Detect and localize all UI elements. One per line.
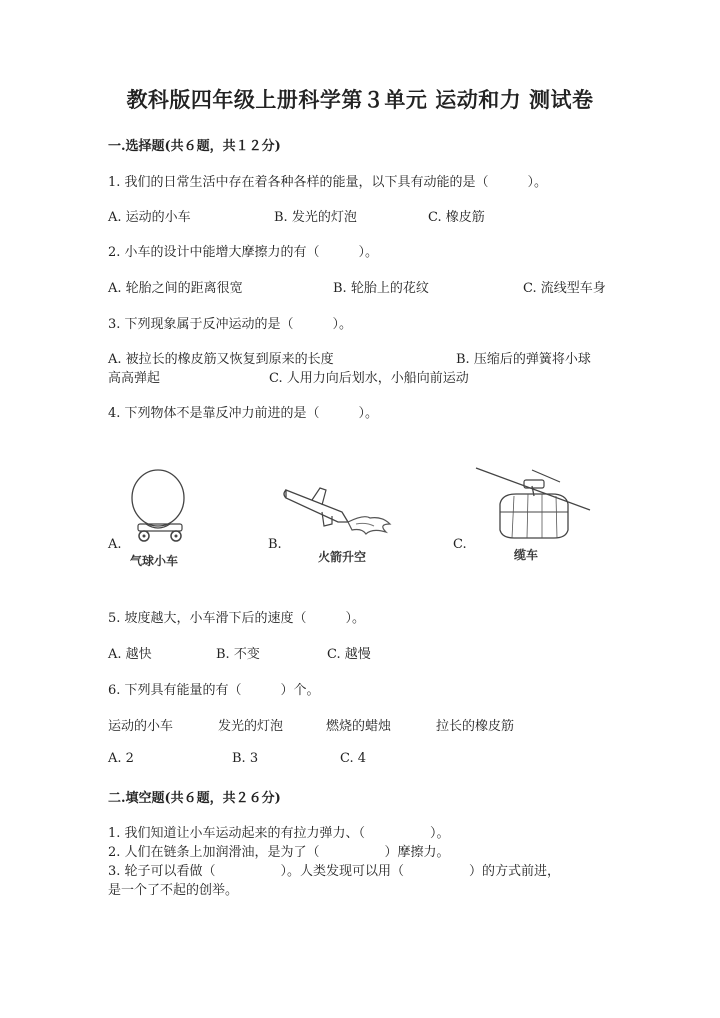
q6-text: 6. 下列具有能量的有（ ）个。 (108, 683, 320, 698)
q5-option-c: C. 越慢 (327, 647, 371, 662)
q5-option-a: A. 越快 (108, 647, 152, 662)
fill-q1-text: 1. 我们知道让小车运动起来的有拉力弹力、（ ）。 (108, 826, 450, 841)
q6-option-a: A. 2 (108, 751, 134, 766)
q6-item-3: 燃烧的蜡烛 (326, 719, 392, 734)
q3-text: 3. 下列现象属于反冲运动的是（ ）。 (108, 317, 353, 332)
q6-item-1: 运动的小车 (108, 719, 174, 734)
q4-option-a: A. (108, 537, 122, 552)
q1-option-b: B. 发光的灯泡 (274, 210, 357, 225)
q2-text: 2. 小车的设计中能增大摩擦力的有（ ）。 (108, 245, 379, 260)
q4-option-c: C. (453, 537, 467, 552)
page-title: 教科版四年级上册科学第３单元 运动和力 测试卷 (126, 87, 594, 112)
section1-heading: 一.选择题(共６题，共１２分) (108, 139, 281, 154)
q4-option-b: B. (268, 537, 282, 552)
balloon-car-icon (120, 466, 200, 546)
q4-caption-b: 火箭升空 (318, 550, 367, 564)
q6-item-4: 拉长的橡皮筋 (436, 719, 515, 734)
q3-option-b: B. 压缩后的弹簧将小球 (456, 352, 591, 367)
q5-text: 5. 坡度越大，小车滑下后的速度（ ）。 (108, 611, 366, 626)
q4-text: 4. 下列物体不是靠反冲力前进的是（ ）。 (108, 406, 379, 421)
q3-option-a: A. 被拉长的橡皮筋又恢复到原来的长度 (108, 352, 334, 367)
q1-option-c: C. 橡皮筋 (428, 210, 485, 225)
q6-option-b: B. 3 (232, 751, 259, 766)
cable-car-icon (474, 466, 594, 546)
q2-option-a: A. 轮胎之间的距离很宽 (108, 281, 243, 296)
fill-q3-text: 3. 轮子可以看做（ ）。人类发现可以用（ ）的方式前进， (108, 864, 561, 879)
fill-q3-text-cont: 是一个了不起的创举。 (108, 883, 239, 898)
fill-q2-text: 2. 人们在链条上加润滑油，是为了（ ）摩擦力。 (108, 845, 450, 860)
q5-option-b: B. 不变 (216, 647, 260, 662)
q6-item-2: 发光的灯泡 (218, 719, 284, 734)
q2-option-c: C. 流线型车身 (523, 281, 606, 296)
rocket-icon (282, 478, 402, 540)
q1-option-a: A. 运动的小车 (108, 210, 191, 225)
q1-text: 1. 我们的日常生活中存在着各种各样的能量，以下具有动能的是（ ）。 (108, 175, 548, 190)
q4-caption-a: 气球小车 (130, 554, 179, 568)
q2-option-b: B. 轮胎上的花纹 (333, 281, 429, 296)
q3-option-b-cont: 高高弹起 (108, 371, 161, 386)
q3-option-c: C. 人用力向后划水，小船向前运动 (269, 371, 469, 386)
q4-caption-c: 缆车 (514, 548, 539, 562)
q6-option-c: C. 4 (340, 751, 367, 766)
section2-heading: 二.填空题(共６题，共２６分) (108, 791, 281, 806)
